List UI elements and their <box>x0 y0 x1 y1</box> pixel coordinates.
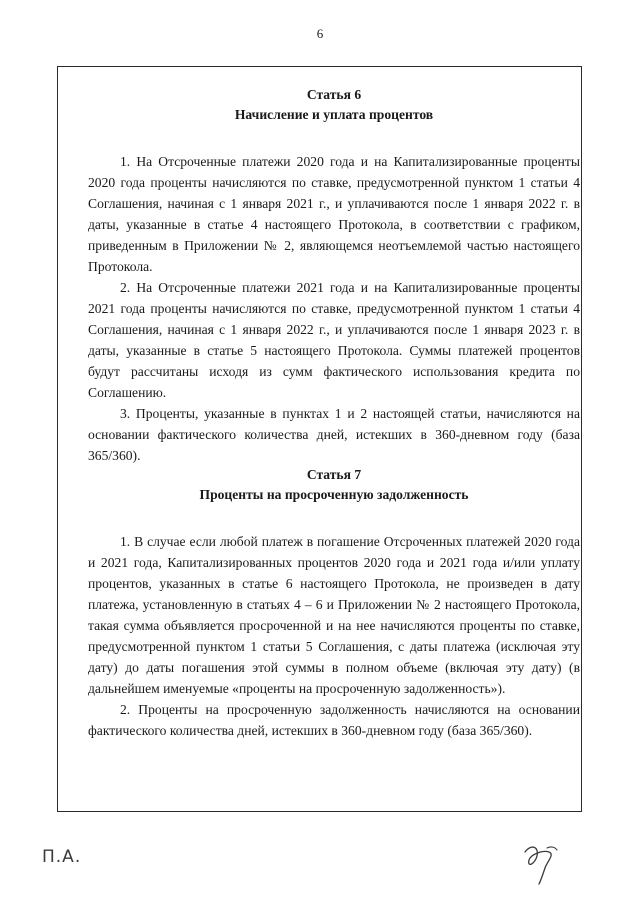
article-7-title: Проценты на просроченную задолженность <box>199 487 469 502</box>
article-6-title: Начисление и уплата процентов <box>234 107 434 122</box>
article-7-paragraph-2: 2. Проценты на просроченную задолженность начисляются на основании фактического количества дней, истекших в 360-дневном году (база 365/360). <box>88 702 580 738</box>
signature-icon <box>517 838 567 888</box>
page-number: 6 <box>316 26 324 41</box>
article-6-label: Статья 6 <box>306 87 362 102</box>
article-6-paragraph-3: 3. Проценты, указанные в пунктах 1 и 2 настоящей статьи, начисляются на основании фактического количества дней, истекших в 360-дневном году (база 365/360). <box>88 406 580 463</box>
article-7 <box>88 465 580 741</box>
handwritten-initials: П.А. <box>42 847 82 867</box>
article-6-paragraph-1: 1. На Отсроченные платежи 2020 года и на Капитализированные проценты 2020 года проценты начисляются по ставке, предусмотренной пунктом 1 статьи 4 Соглашения, начиная с 1 января 2021 г., и уплачиваются после 1 января 2022 г. в даты, указанные в статье 4 настоящего Протокола, в соответствии с графиком, приведенным в Приложении № 2, являющемся неотъемлемой частью настоящего Протокола. <box>88 154 580 274</box>
article-7-paragraph-1: 1. В случае если любой платеж в погашение Отсроченных платежей 2020 года и 2021 года, Капитализированных процентов 2020 года и 2021 года и/или уплату процентов, указанных в статье 6 настоящего Протокола, не произведен в дату платежа, установленную в статьях 4 – 6 и Приложении № 2 настоящего Протокола, такая сумма объявляется просроченной и на нее начисляются проценты по ставке, предусмотренной пунктом 1 статьи 5 Соглашения, с даты платежа (исключая эту дату) до даты погашения этой суммы в полном объеме (включая эту дату) (в дальнейшем именуемые «проценты на просроченную задолженность»). <box>88 534 580 696</box>
article-6-paragraph-2: 2. На Отсроченные платежи 2021 года и на Капитализированные проценты 2021 года проценты начисляются по ставке, предусмотренной пунктом 1 статьи 4 Соглашения, начиная с 1 января 2022 г., и уплачиваются после 1 января 2023 г. в даты, указанные в статье 5 настоящего Протокола. Суммы платежей процентов будут рассчитаны исходя из сумм фактического использования кредита по Соглашению. <box>88 280 580 400</box>
article-6 <box>88 85 580 466</box>
article-7-label: Статья 7 <box>306 467 362 482</box>
